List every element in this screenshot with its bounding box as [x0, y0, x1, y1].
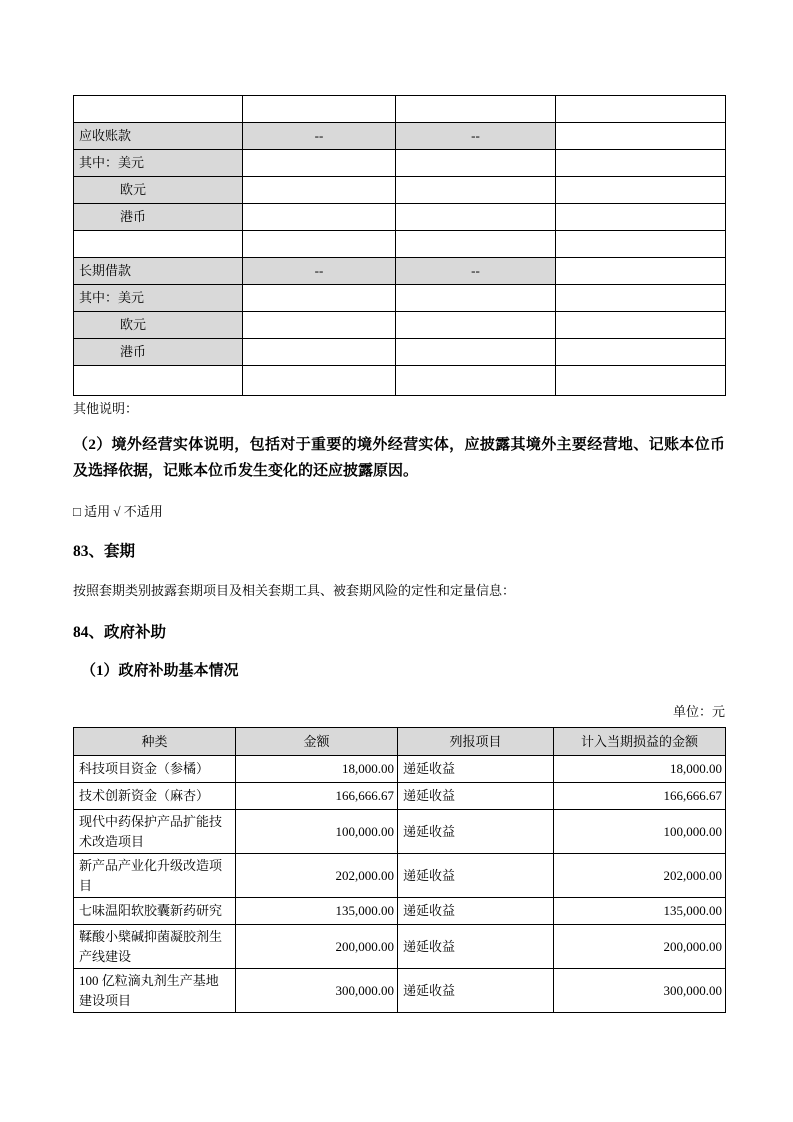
- table-row: [74, 366, 726, 396]
- table-cell: 18,000.00: [236, 756, 398, 783]
- table-cell: 递延收益: [398, 854, 554, 898]
- table-row: [74, 231, 726, 258]
- table-cell: [243, 96, 396, 123]
- column-header: 计入当期损益的金额: [554, 728, 726, 756]
- table-cell: [243, 339, 396, 366]
- section-83-hedging-body: 按照套期类别披露套期项目及相关套期工具、被套期风险的定性和定量信息：: [73, 583, 516, 598]
- table-cell: [556, 96, 726, 123]
- table-cell: 200,000.00: [236, 925, 398, 969]
- table-cell: [396, 177, 556, 204]
- table-cell: --: [243, 258, 396, 285]
- table-cell: 七味温阳软胶囊新药研究: [74, 898, 236, 925]
- table-cell: --: [396, 123, 556, 150]
- table-cell: [396, 312, 556, 339]
- table-cell: --: [243, 123, 396, 150]
- table-cell: 其中：美元: [74, 150, 243, 177]
- table-cell: 长期借款: [74, 258, 243, 285]
- table-cell: [396, 285, 556, 312]
- table-cell: [556, 285, 726, 312]
- table-cell: --: [396, 258, 556, 285]
- table-cell: 18,000.00: [554, 756, 726, 783]
- table-cell: 递延收益: [398, 783, 554, 810]
- table-cell: 100 亿粒滴丸剂生产基地建设项目: [74, 969, 236, 1013]
- currency-balance-table: [73, 95, 726, 396]
- table-cell: [396, 150, 556, 177]
- table-row: [74, 258, 726, 285]
- table-cell: [556, 231, 726, 258]
- column-header: 金额: [236, 728, 398, 756]
- subsidy-basic-info-subtitle: （1）政府补助基本情况: [81, 663, 239, 679]
- table-row: [74, 854, 726, 898]
- table-cell: 300,000.00: [236, 969, 398, 1013]
- unit-label: 单位：元: [672, 704, 725, 719]
- table-cell: 鞣酸小檗碱抑菌凝胶剂生产线建设: [74, 925, 236, 969]
- table-cell: [243, 150, 396, 177]
- table-cell: 300,000.00: [554, 969, 726, 1013]
- table-cell: [556, 258, 726, 285]
- table-cell: 200,000.00: [554, 925, 726, 969]
- table-cell: 欧元: [74, 177, 243, 204]
- table-cell: [556, 123, 726, 150]
- table-cell: 135,000.00: [554, 898, 726, 925]
- table-cell: 166,666.67: [554, 783, 726, 810]
- table-row: [74, 312, 726, 339]
- table-row: [74, 285, 726, 312]
- table-cell: [243, 366, 396, 396]
- other-note-label: 其他说明：: [73, 401, 139, 416]
- table-row: [74, 339, 726, 366]
- table-cell: [243, 285, 396, 312]
- table-row: [74, 898, 726, 925]
- table-cell: [396, 366, 556, 396]
- table-cell: [556, 204, 726, 231]
- table-row: [74, 96, 726, 123]
- table-cell: [396, 231, 556, 258]
- table-cell: 港币: [74, 204, 243, 231]
- table-row: [74, 177, 726, 204]
- table-cell: 202,000.00: [236, 854, 398, 898]
- table-cell: [74, 231, 243, 258]
- section-83-hedging-title: 83、套期: [73, 543, 136, 560]
- table-row: [74, 810, 726, 854]
- table-row: [74, 925, 726, 969]
- table-cell: 135,000.00: [236, 898, 398, 925]
- table-cell: 欧元: [74, 312, 243, 339]
- table-cell: 递延收益: [398, 969, 554, 1013]
- table-cell: 100,000.00: [554, 810, 726, 854]
- government-subsidy-table: [73, 727, 726, 1013]
- section-84-subsidy-title: 84、政府补助: [73, 624, 167, 641]
- table-cell: [74, 96, 243, 123]
- table-cell: 递延收益: [398, 756, 554, 783]
- table-cell: [396, 204, 556, 231]
- table-cell: [243, 231, 396, 258]
- overseas-entity-heading: （2）境外经营实体说明，包括对于重要的境外经营实体，应披露其境外主要经营地、记账本位币及选择依据，记账本位币发生变化的还应披露原因。: [73, 437, 725, 479]
- table-cell: [556, 312, 726, 339]
- table-cell: 202,000.00: [554, 854, 726, 898]
- table-cell: [243, 312, 396, 339]
- table-cell: [74, 366, 243, 396]
- table-cell: 100,000.00: [236, 810, 398, 854]
- table-cell: [243, 204, 396, 231]
- table-row: [74, 756, 726, 783]
- table-cell: [396, 96, 556, 123]
- table-cell: [396, 339, 556, 366]
- table-cell: 技术创新资金（麻杏）: [74, 783, 236, 810]
- table-cell: 港币: [74, 339, 243, 366]
- table-cell: [556, 339, 726, 366]
- table-cell: 科技项目资金（参橘）: [74, 756, 236, 783]
- table-cell: [556, 177, 726, 204]
- table-cell: [243, 177, 396, 204]
- table-cell: 其中：美元: [74, 285, 243, 312]
- table-row: [74, 123, 726, 150]
- table-row: [74, 783, 726, 810]
- table-cell: 166,666.67: [236, 783, 398, 810]
- table-cell: 递延收益: [398, 898, 554, 925]
- table-cell: 新产品产业化升级改造项目: [74, 854, 236, 898]
- table-row: [74, 969, 726, 1013]
- column-header: 列报项目: [398, 728, 554, 756]
- table-header-row: [74, 728, 726, 756]
- table-cell: 应收账款: [74, 123, 243, 150]
- applicable-checkbox-line: □ 适用 √ 不适用: [73, 504, 163, 519]
- table-row: [74, 150, 726, 177]
- table-row: [74, 204, 726, 231]
- table-cell: [556, 366, 726, 396]
- table-cell: [556, 150, 726, 177]
- table-cell: 递延收益: [398, 925, 554, 969]
- column-header: 种类: [74, 728, 236, 756]
- table-cell: 递延收益: [398, 810, 554, 854]
- table-cell: 现代中药保护产品扩能技术改造项目: [74, 810, 236, 854]
